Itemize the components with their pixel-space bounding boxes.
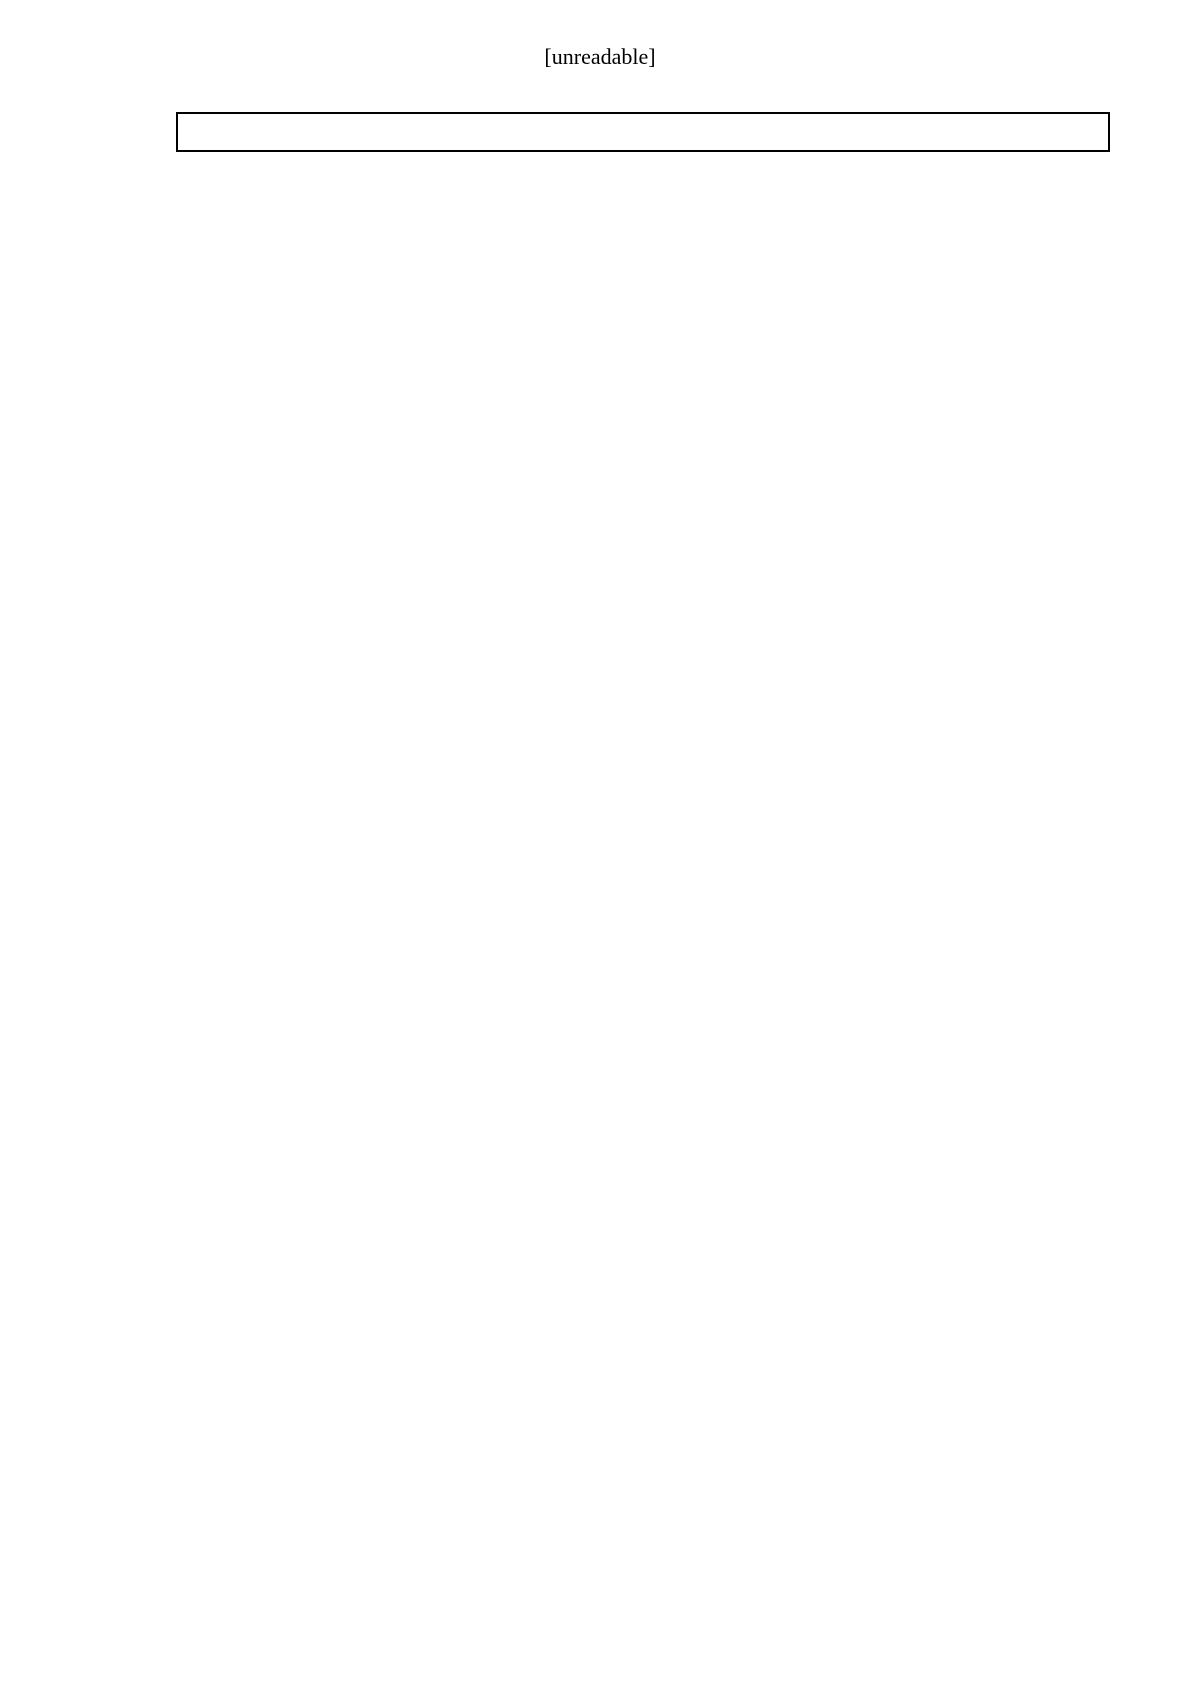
budget-table xyxy=(176,112,1110,152)
page-number: [unreadable] xyxy=(544,44,656,69)
